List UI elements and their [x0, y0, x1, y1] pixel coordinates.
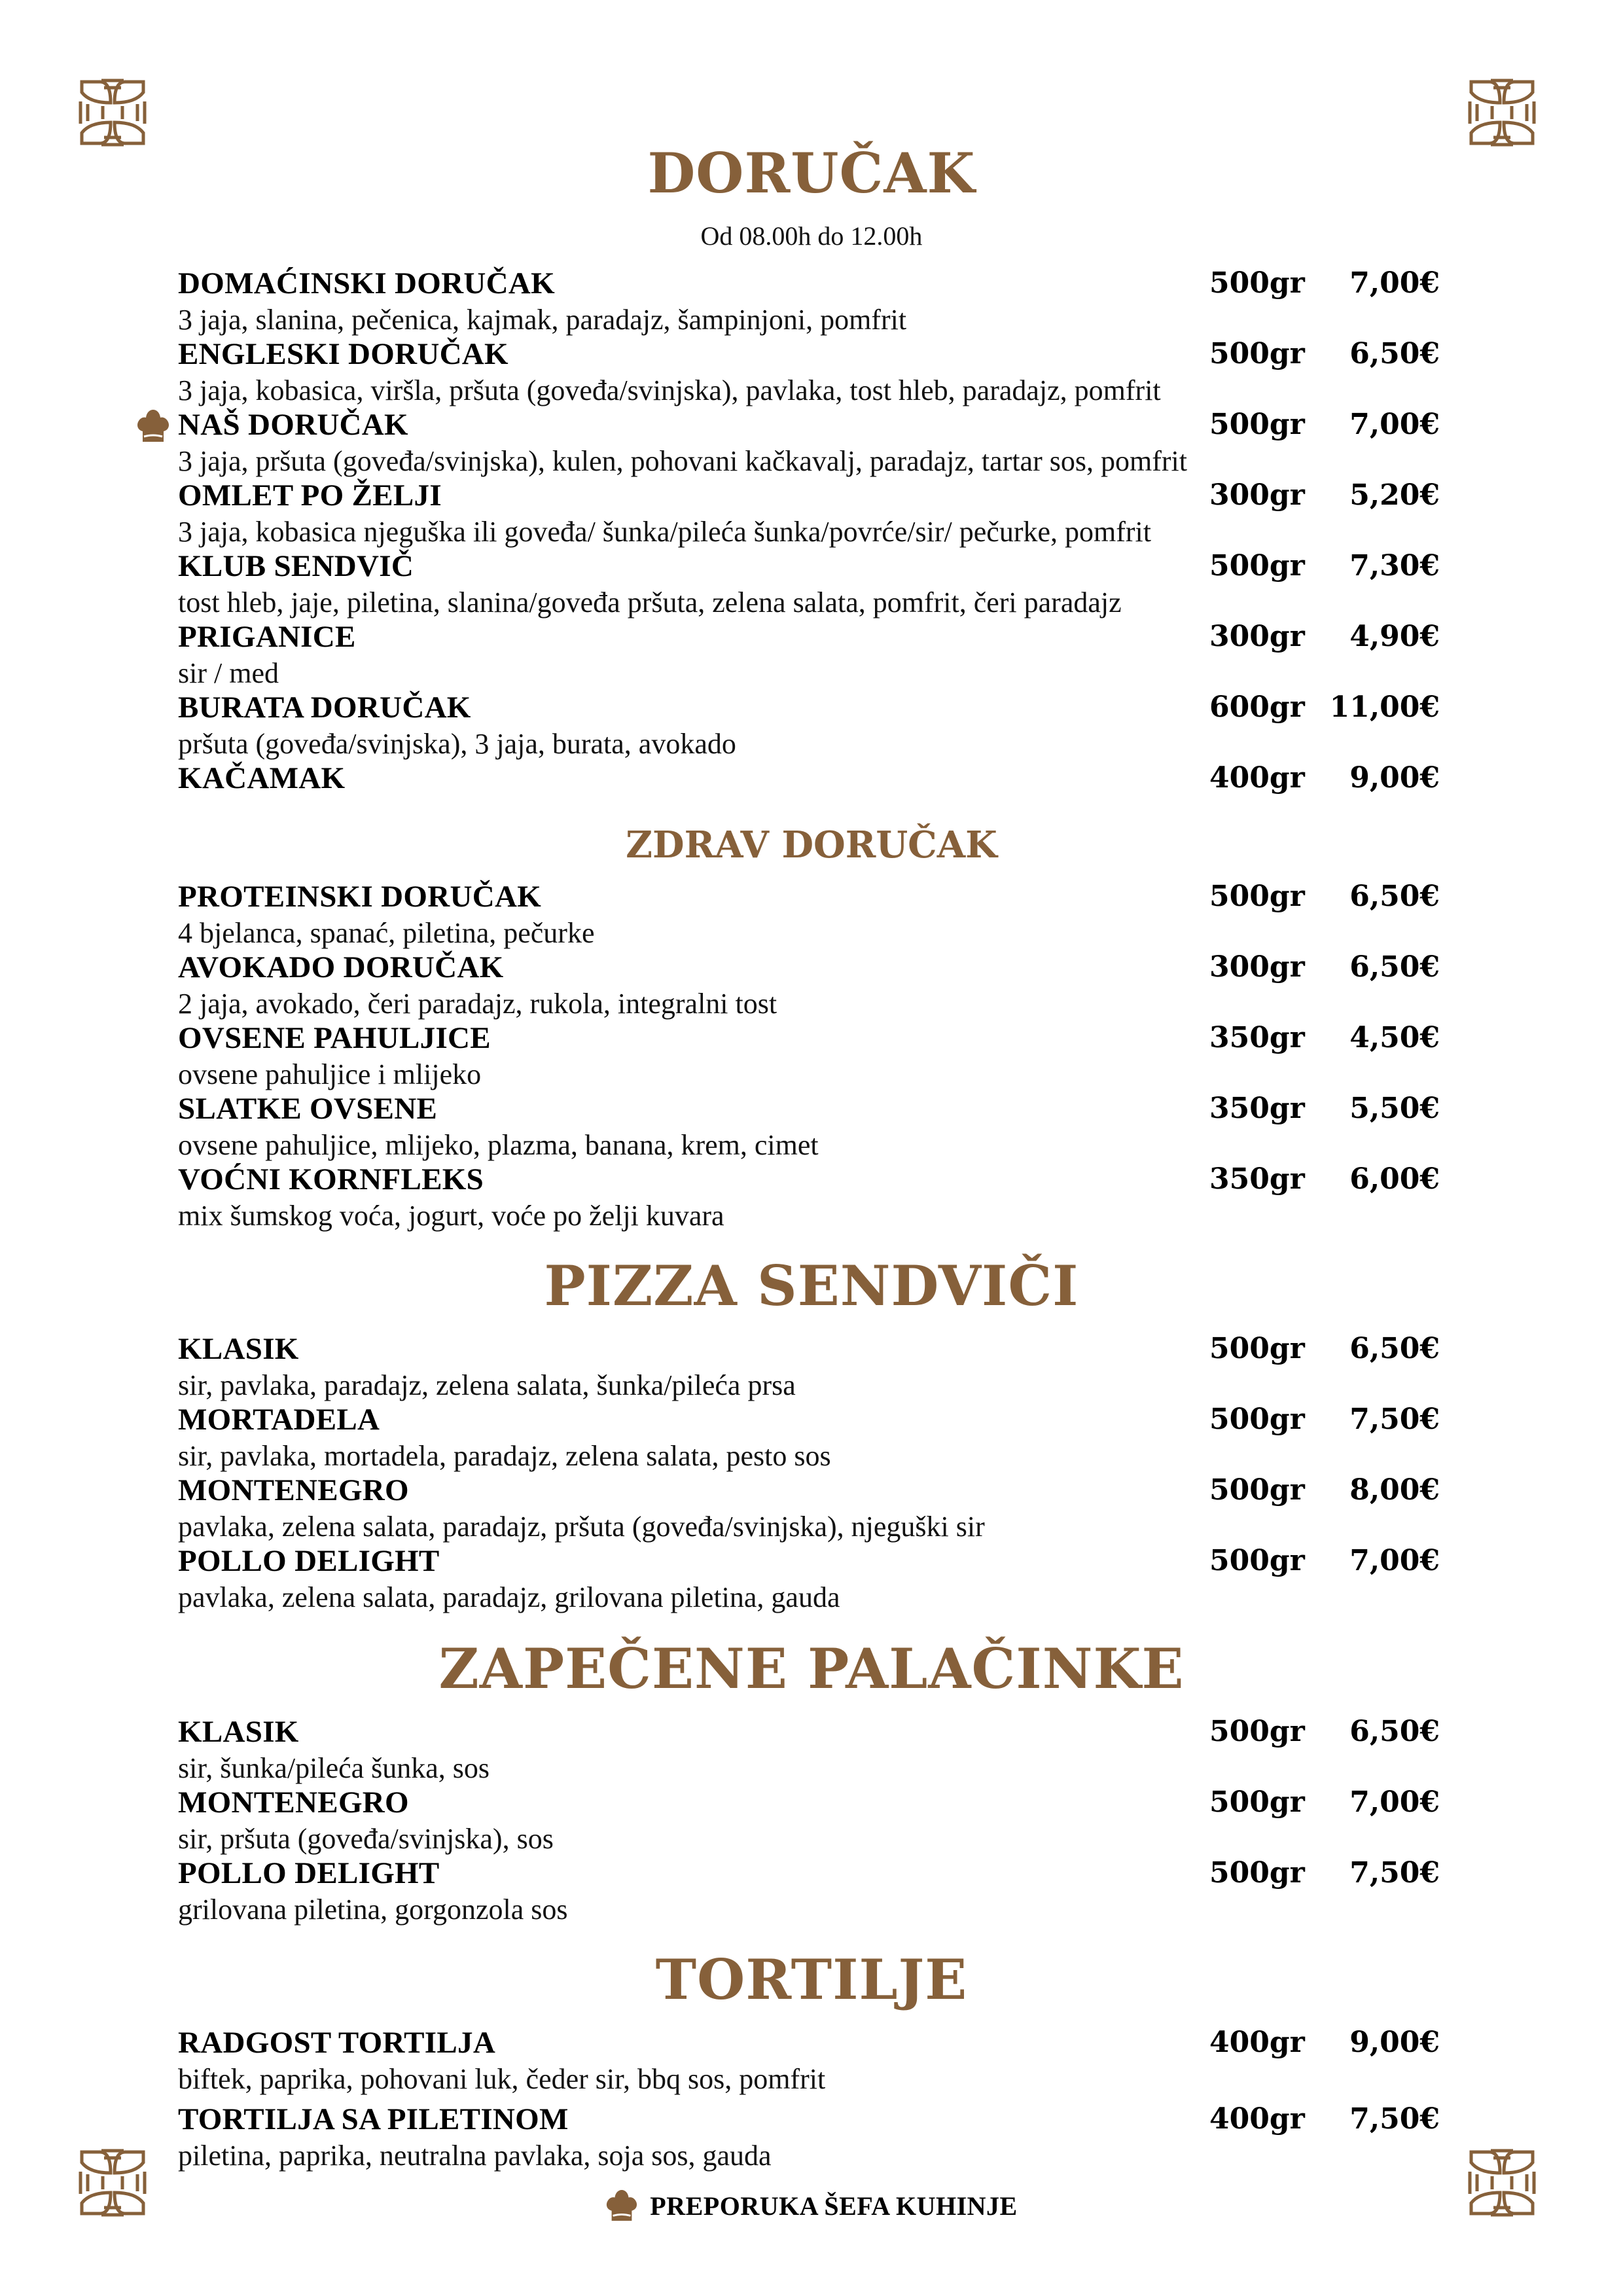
item-description: mix šumskog voća, jogurt, voće po želji kuvara — [178, 1200, 724, 1232]
item-description: 3 jaja, kobasica njeguška ili goveđa/ šunka/pileća šunka/povrće/sir/ pečurke, pomfrit — [178, 516, 1151, 548]
item-name: SLATKE OVSENE — [178, 1092, 438, 1126]
item-description: sir / med — [178, 657, 279, 689]
item-description: pršuta (goveđa/svinjska), 3 jaja, burata, avokado — [178, 728, 736, 760]
item-price: 7,50€ — [1349, 2102, 1440, 2136]
item-weight: 500gr — [1209, 408, 1305, 441]
item-price: 4,50€ — [1349, 1021, 1440, 1054]
item-weight: 400gr — [1209, 761, 1305, 795]
item-price: 8,00€ — [1349, 1473, 1440, 1507]
item-name: TORTILJA SA PILETINOM — [178, 2102, 569, 2136]
item-name: BURATA DORUČAK — [178, 691, 471, 725]
chef-hat-icon — [136, 408, 170, 444]
item-description: ovsene pahuljice i mlijeko — [178, 1058, 482, 1090]
item-price: 7,00€ — [1349, 266, 1440, 300]
item-description: ovsene pahuljice, mlijeko, plazma, banana, krem, cimet — [178, 1129, 819, 1161]
chef-recommendation-legend — [0, 2187, 1623, 2224]
item-description: 3 jaja, pršuta (goveđa/svinjska), kulen, pohovani kačkavalj, paradajz, tartar sos, pomfrit — [178, 445, 1187, 477]
item-price: 4,90€ — [1349, 620, 1440, 653]
item-weight: 500gr — [1209, 1544, 1305, 1577]
section-title-breakfast: DORUČAK — [647, 141, 976, 206]
item-name: NAŠ DORUČAK — [178, 408, 408, 442]
item-weight: 500gr — [1209, 266, 1305, 300]
item-price: 6,50€ — [1349, 880, 1440, 913]
item-name: KLASIK — [178, 1715, 299, 1749]
item-name: MONTENEGRO — [178, 1473, 409, 1507]
item-name: MORTADELA — [178, 1403, 380, 1437]
section-title-pizza-sandwiches: PIZZA SENDVIČI — [544, 1253, 1079, 1318]
item-price: 6,50€ — [1349, 950, 1440, 984]
item-name: MONTENEGRO — [178, 1785, 409, 1820]
item-weight: 500gr — [1209, 549, 1305, 583]
item-name: POLLO DELIGHT — [178, 1544, 440, 1578]
item-description: biftek, paprika, pohovani luk, čeder sir, bbq sos, pomfrit — [178, 2063, 826, 2095]
item-description: pavlaka, zelena salata, paradajz, pršuta (goveđa/svinjska), njeguški sir — [178, 1511, 985, 1543]
item-description: 2 jaja, avokado, čeri paradajz, rukola, integralni tost — [178, 988, 777, 1020]
item-weight: 500gr — [1209, 1332, 1305, 1365]
item-description: sir, pavlaka, mortadela, paradajz, zelena salata, pesto sos — [178, 1440, 831, 1472]
item-name: OVSENE PAHULJICE — [178, 1021, 491, 1055]
item-name: KAČAMAK — [178, 761, 346, 795]
item-weight: 350gr — [1209, 1092, 1305, 1125]
item-description: grilovana piletina, gorgonzola sos — [178, 1893, 568, 1926]
breakfast-hours: Od 08.00h do 12.00h — [700, 221, 923, 251]
item-description: piletina, paprika, neutralna pavlaka, soja sos, gauda — [178, 2140, 772, 2172]
item-price: 9,00€ — [1349, 2026, 1440, 2059]
item-description: tost hleb, jaje, piletina, slanina/goveđa pršuta, zelena salata, pomfrit, čeri paradajz — [178, 586, 1122, 619]
item-weight: 400gr — [1209, 2102, 1305, 2136]
item-price: 5,50€ — [1349, 1092, 1440, 1125]
item-name: POLLO DELIGHT — [178, 1856, 440, 1890]
item-price: 6,50€ — [1349, 1332, 1440, 1365]
item-description: 4 bjelanca, spanać, piletina, pečurke — [178, 917, 595, 949]
item-price: 11,00€ — [1329, 691, 1440, 724]
item-name: KLASIK — [178, 1332, 299, 1366]
item-price: 7,00€ — [1349, 1785, 1440, 1819]
item-weight: 350gr — [1209, 1021, 1305, 1054]
item-price: 9,00€ — [1349, 761, 1440, 795]
item-price: 7,00€ — [1349, 1544, 1440, 1577]
item-description: sir, pavlaka, paradajz, zelena salata, šunka/pileća prsa — [178, 1369, 796, 1401]
item-weight: 500gr — [1209, 1473, 1305, 1507]
item-description: 3 jaja, kobasica, viršla, pršuta (goveđa/svinjska), pavlaka, tost hleb, paradajz, pomfrit — [178, 374, 1161, 406]
section-title-baked-pancakes: ZAPEČENE PALAČINKE — [438, 1636, 1185, 1701]
chef-hat-icon — [605, 2187, 638, 2224]
item-description: 3 jaja, slanina, pečenica, kajmak, paradajz, šampinjoni, pomfrit — [178, 304, 907, 336]
item-name: PROTEINSKI DORUČAK — [178, 880, 542, 914]
item-name: OMLET PO ŽELJI — [178, 478, 442, 512]
item-price: 7,30€ — [1349, 549, 1440, 583]
legend-label: PREPORUKA ŠEFA KUHINJE — [650, 2191, 1018, 2221]
item-weight: 350gr — [1209, 1162, 1305, 1196]
item-weight: 300gr — [1209, 950, 1305, 984]
celtic-knot-icon — [1466, 77, 1538, 149]
section-title-healthy-breakfast: ZDRAV DORUČAK — [626, 823, 997, 867]
section-title-tortillas: TORTILJE — [655, 1947, 968, 2012]
item-price: 7,50€ — [1349, 1856, 1440, 1890]
item-price: 7,50€ — [1349, 1403, 1440, 1436]
item-name: VOĆNI KORNFLEKS — [178, 1162, 484, 1196]
item-weight: 500gr — [1209, 1715, 1305, 1748]
item-description: sir, šunka/pileća šunka, sos — [178, 1752, 490, 1784]
item-price: 6,50€ — [1349, 337, 1440, 370]
item-name: AVOKADO DORUČAK — [178, 950, 504, 984]
item-price: 7,00€ — [1349, 408, 1440, 441]
celtic-knot-icon — [77, 77, 149, 149]
item-description: sir, pršuta (goveđa/svinjska), sos — [178, 1823, 554, 1855]
item-price: 6,50€ — [1349, 1715, 1440, 1748]
item-price: 6,00€ — [1349, 1162, 1440, 1196]
item-weight: 300gr — [1209, 478, 1305, 512]
item-weight: 400gr — [1209, 2026, 1305, 2059]
item-weight: 500gr — [1209, 337, 1305, 370]
item-weight: 300gr — [1209, 620, 1305, 653]
item-name: DOMAĆINSKI DORUČAK — [178, 266, 555, 300]
item-weight: 600gr — [1209, 691, 1305, 724]
item-description: pavlaka, zelena salata, paradajz, grilovana piletina, gauda — [178, 1581, 840, 1613]
item-name: ENGLESKI DORUČAK — [178, 337, 508, 371]
item-price: 5,20€ — [1349, 478, 1440, 512]
item-weight: 500gr — [1209, 1403, 1305, 1436]
item-name: KLUB SENDVIČ — [178, 549, 414, 583]
item-weight: 500gr — [1209, 1785, 1305, 1819]
item-weight: 500gr — [1209, 1856, 1305, 1890]
item-weight: 500gr — [1209, 880, 1305, 913]
item-name: RADGOST TORTILJA — [178, 2026, 496, 2060]
item-name: PRIGANICE — [178, 620, 356, 654]
